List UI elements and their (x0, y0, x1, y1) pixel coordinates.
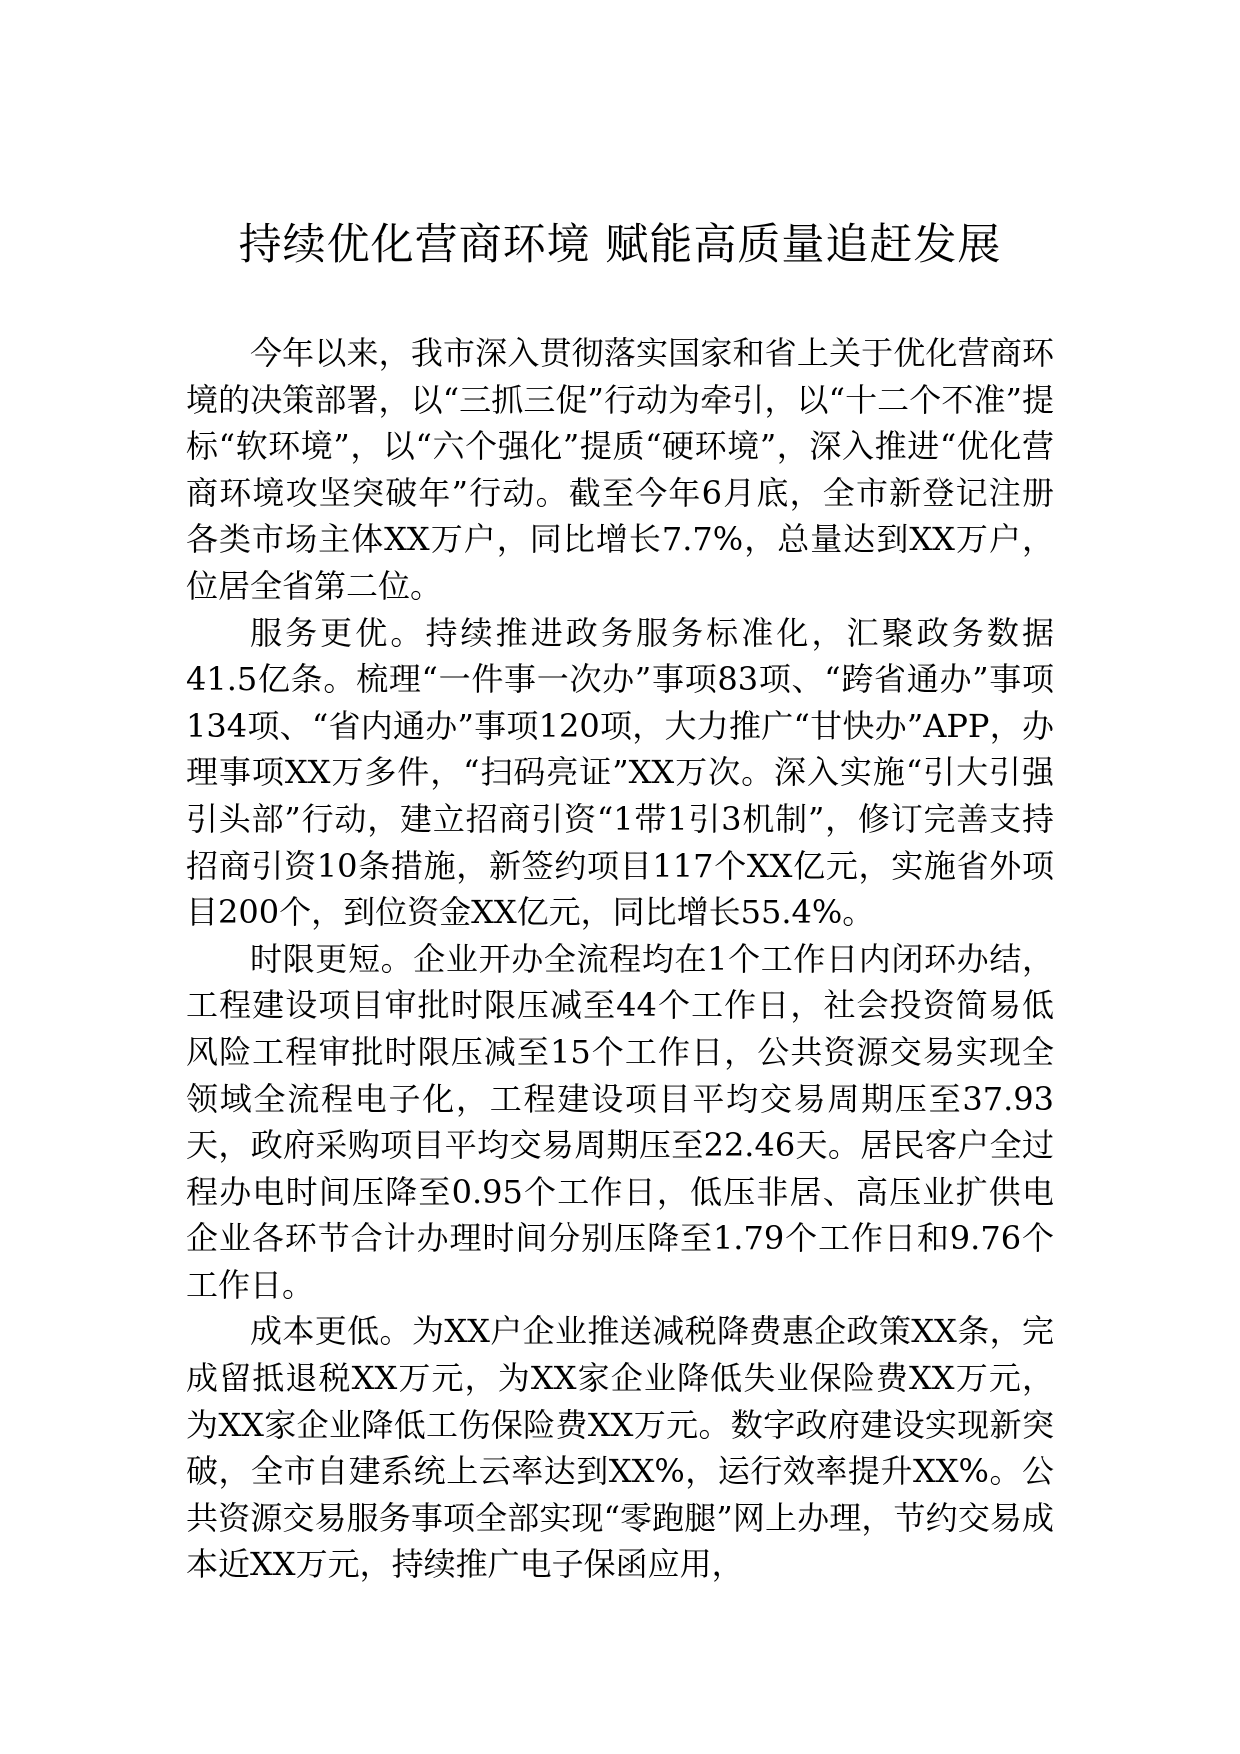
paragraph-text: 今年以来，我市深入贯彻落实国家和省上关于优化营商环境的决策部署，以“三抓三促”行动为牵引，以“十二个不准”提标“软环境”，以“六个强化”提质“硬环境”，深入推进“优化营商环境攻坚突破年”行动。截至今年6月底，全市新登记注册各类市场主体XX万户，同比增长7.7%，总量达到XX万户，位居全省第二位。 (186, 334, 1054, 605)
paragraph-time (186, 936, 1054, 1309)
paragraph-text: 企业开办全流程均在1个工作日内闭环办结，工程建设项目审批时限压减至44个工作日，社会投资简易低风险工程审批时限压减至15个工作日，公共资源交易实现全领域全流程电子化，工程建设项目平均交易周期压至37.93天，政府采购项目平均交易周期压至22.46天。居民客户全过程办电时间压降至0.95个工作日，低压非居、高压业扩供电企业各环节合计办理时间分别压降至1.79个工作日和9.76个工作日。 (186, 939, 1054, 1304)
paragraph-intro (186, 330, 1054, 610)
paragraph-cost (186, 1308, 1054, 1588)
document-title: 持续优化营商环境 赋能高质量追赶发展 (238, 220, 1002, 270)
paragraph-heading: 时限更短。 (250, 939, 414, 978)
document-body (186, 330, 1054, 1588)
paragraph-heading: 成本更低。 (250, 1312, 412, 1351)
paragraph-text: 为XX户企业推送减税降费惠企政策XX条，完成留抵退税XX万元，为XX家企业降低失业保险费XX万元，为XX家企业降低工伤保险费XX万元。数字政府建设实现新突破，全市自建系统上云率达到XX%，运行效率提升XX%。公共资源交易服务事项全部实现“零跑腿”网上办理，节约交易成本近XX万元，持续推广电子保函应用， (186, 1312, 1054, 1584)
paragraph-heading: 服务更优。 (250, 613, 426, 652)
paragraph-text: 持续推进政务服务标准化，汇聚政务数据41.5亿条。梳理“一件事一次办”事项83项、“跨省通办”事项134项、“省内通办”事项120项，大力推广“甘快办”APP，办理事项XX万多件，“扫码亮证”XX万次。深入实施“引大引强引头部”行动，建立招商引资“1带1引3机制”，修订完善支持招商引资10条措施，新签约项目117个XX亿元，实施省外项目200个，到位资金XX亿元，同比增长55.4%。 (186, 613, 1054, 932)
paragraph-service (186, 610, 1054, 936)
